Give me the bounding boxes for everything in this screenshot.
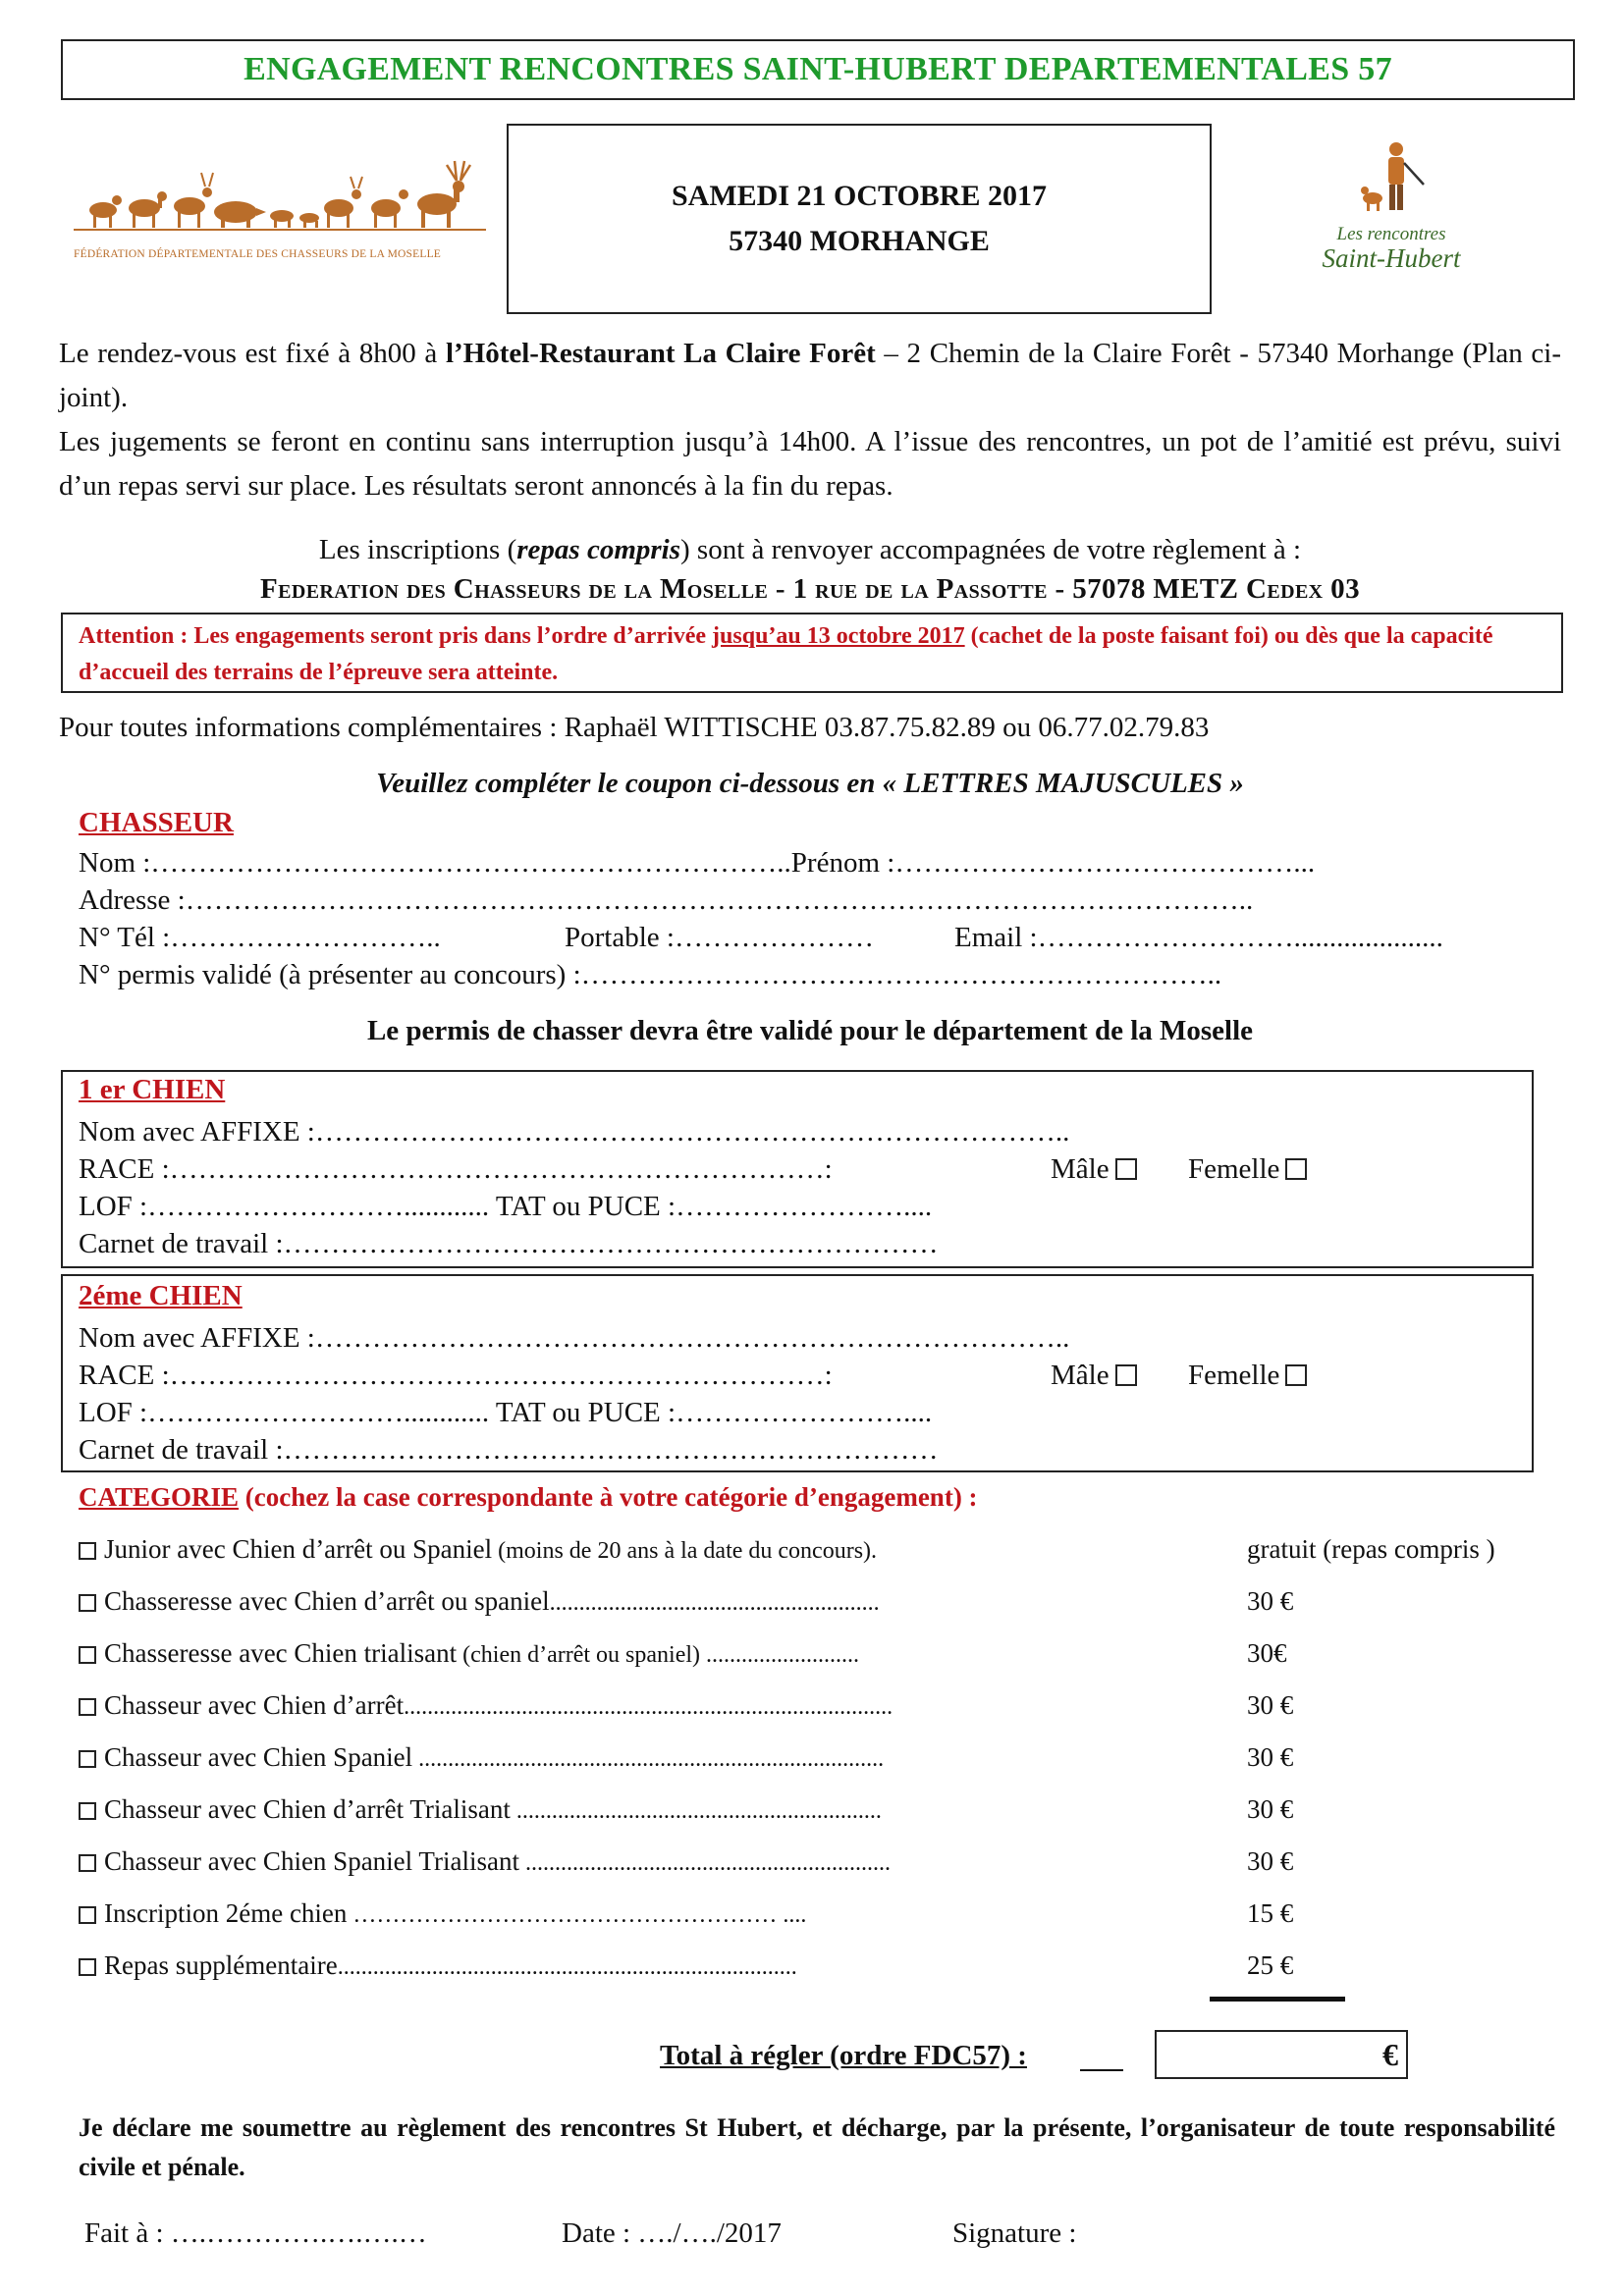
form-instruction: Veuillez compléter le coupon ci-dessous en « LETTRES MAJUSCULES » — [376, 768, 1244, 799]
dog2-femelle-option[interactable] — [1188, 1357, 1307, 1394]
dog2-nom-field[interactable]: Nom avec AFFIXE :…………………………………………………………………….. — [79, 1322, 1070, 1354]
dog2-carnet-field[interactable]: Carnet de travail :…………………………………………………………… — [79, 1434, 939, 1466]
price-underline — [1210, 1997, 1345, 2002]
inscriptions-text — [59, 528, 1561, 572]
categorie-price: 25 € — [1247, 1950, 1294, 1980]
categorie-heading: CATEGORIE — [79, 1482, 240, 1512]
inscriptions-a: Les inscriptions ( — [318, 534, 517, 565]
categorie-label: Chasseur avec Chien d’arrêt — [104, 1690, 405, 1720]
categorie-checkbox[interactable] — [79, 1646, 96, 1664]
contact-info: Pour toutes informations complémentaires : Raphaël WITTISCHE 03.87.75.82.89 ou 06.77.02.79.83 — [59, 712, 1210, 743]
femelle-label: Femelle — [1188, 1360, 1280, 1391]
dog2-lof-field[interactable]: LOF :………………………............ TAT ou PUCE :…………………….... — [79, 1397, 933, 1428]
categorie-price: 30 € — [1247, 1794, 1294, 1824]
logo-text-line2: Saint-Hubert — [1322, 243, 1461, 273]
dog1-femelle-option[interactable] — [1188, 1150, 1307, 1188]
categorie-checkbox[interactable] — [79, 1750, 96, 1768]
deadline-date: jusqu’au 13 octobre 2017 — [712, 623, 965, 649]
categorie-label: Repas supplémentaire — [104, 1950, 338, 1980]
categorie-row[interactable] — [79, 1898, 806, 1929]
attention-text-c: (cachet de la poste faisant foi) ou dès que la capacité d’accueil des terrains de l’épreuve sera atteinte. — [79, 623, 1493, 685]
repas-compris: repas compris — [516, 534, 680, 565]
venue-name: l’Hôtel-Restaurant La Claire Forêt — [445, 338, 876, 369]
dog2-race-field[interactable]: RACE :……………………………………………………………: — [79, 1360, 833, 1391]
email-field[interactable]: Email :………………………..................... — [954, 922, 1443, 953]
categorie-label: Chasseresse avec Chien d’arrêt ou spaniel — [104, 1586, 550, 1616]
currency-symbol: € — [1382, 2036, 1398, 2072]
categorie-leader-dots: .............................................................................. — [337, 1954, 797, 1980]
portable-field[interactable]: Portable :………………… — [565, 922, 874, 953]
chasseur-heading: CHASSEUR — [79, 807, 234, 838]
permis-field[interactable]: N° permis validé (à présenter au concours) :………………………………………………………….. — [79, 959, 1222, 990]
intro-paragraph-1 — [59, 332, 1561, 420]
saint-hubert-logo — [1288, 137, 1494, 275]
categorie-subtitle: (cochez la case correspondante à votre catégorie d’engagement) : — [239, 1482, 978, 1512]
date-field[interactable]: Date : …./…./2017 — [562, 2217, 782, 2249]
categorie-label: Chasseur avec Chien Spaniel Trialisant — [104, 1846, 519, 1876]
femelle-checkbox[interactable] — [1285, 1158, 1307, 1180]
categorie-row[interactable] — [79, 1586, 880, 1617]
intro-paragraph-2: Les jugements se feront en continu sans interruption jusqu’à 14h00. A l’issue des rencontres, un pot de l’amitié est prévu, suivi d’un repas servi sur place. Les résultats seront annoncés à la fin du repas. — [59, 426, 1561, 502]
permis-note: Le permis de chasser devra être validé pour le département de la Moselle — [366, 1015, 1254, 1046]
dog1-male-option[interactable] — [1051, 1150, 1137, 1188]
categorie-checkbox[interactable] — [79, 1542, 96, 1560]
dog1-carnet-field[interactable]: Carnet de travail :…………………………………………………………… — [79, 1228, 939, 1259]
male-checkbox[interactable] — [1115, 1364, 1137, 1386]
nom-prenom-field[interactable]: Nom :…………………………………………………………..Prénom :……………………………………... — [79, 847, 1316, 879]
federation-logo-caption: FÉDÉRATION DÉPARTEMENTALE DES CHASSEURS DE LA MOSELLE — [74, 248, 442, 260]
categorie-price: 30€ — [1247, 1638, 1287, 1668]
categorie-checkbox[interactable] — [79, 1802, 96, 1820]
femelle-checkbox[interactable] — [1285, 1364, 1307, 1386]
logo-text-line1: Les rencontres — [1336, 224, 1446, 244]
intro-text: Le rendez-vous est fixé à 8h00 à — [59, 338, 446, 369]
categorie-leader-dots: .......................... — [700, 1642, 860, 1668]
categorie-price: 30 € — [1247, 1742, 1294, 1772]
federation-logo — [74, 159, 486, 267]
fait-a-field[interactable]: Fait à : ….………….….….… — [84, 2217, 427, 2249]
declaration: Je déclare me soumettre au règlement des rencontres St Hubert, et décharge, par la présente, l’organisateur de toute responsabilité civile et pénale. — [79, 2113, 1555, 2181]
event-date: SAMEDI 21 OCTOBRE 2017 — [671, 180, 1047, 212]
categorie-leader-dots: ……………………………………………… .... — [347, 1902, 807, 1928]
categorie-label: Chasseur avec Chien d’arrêt Trialisant — [104, 1794, 511, 1824]
dog2-heading: 2éme CHIEN — [79, 1280, 243, 1311]
male-label: Mâle — [1051, 1153, 1110, 1185]
page-title: ENGAGEMENT RENCONTRES SAINT-HUBERT DEPARTEMENTALES 57 — [61, 39, 1575, 100]
categorie-checkbox[interactable] — [79, 1698, 96, 1716]
categorie-price: gratuit (repas compris ) — [1247, 1534, 1495, 1564]
categorie-leader-dots: ................................................................................... — [404, 1694, 893, 1720]
femelle-label: Femelle — [1188, 1153, 1280, 1185]
categorie-row[interactable] — [79, 1638, 859, 1669]
categorie-label: Chasseur avec Chien Spaniel — [104, 1742, 413, 1772]
event-info-box — [507, 124, 1212, 314]
categorie-leader-dots: ............................................................................... — [412, 1746, 885, 1772]
categorie-row[interactable] — [79, 1690, 893, 1721]
categorie-price: 15 € — [1247, 1898, 1294, 1928]
categorie-leader-dots: .............................................................. — [510, 1798, 882, 1824]
dog1-nom-field[interactable]: Nom avec AFFIXE :…………………………………………………………………….. — [79, 1116, 1070, 1148]
categorie-leader-dots: ........................................................ — [549, 1590, 880, 1616]
venue-address: – 2 Chemin de la Claire Forêt - 57340 Morhange (Plan ci-joint). — [59, 338, 1561, 413]
categorie-checkbox[interactable] — [79, 1594, 96, 1612]
categorie-label: Junior avec Chien d’arrêt ou Spaniel — [104, 1534, 493, 1564]
male-checkbox[interactable] — [1115, 1158, 1137, 1180]
categorie-price: 30 € — [1247, 1586, 1294, 1616]
dog1-race-field[interactable]: RACE :……………………………………………………………: — [79, 1153, 833, 1185]
categorie-price: 30 € — [1247, 1846, 1294, 1876]
hunter-with-dog-icon — [1288, 137, 1494, 216]
total-amount-field[interactable] — [1155, 2030, 1408, 2079]
categorie-checkbox[interactable] — [79, 1906, 96, 1924]
total-label: Total à régler (ordre FDC57) : — [660, 2040, 1027, 2071]
animals-silhouette-icon — [74, 159, 486, 238]
attention-text-a: Attention : Les engagements seront pris dans l’ordre d’arrivée — [79, 623, 713, 649]
categorie-row[interactable] — [79, 1794, 882, 1825]
tel-field[interactable]: N° Tél :……………………….. — [79, 922, 441, 953]
categorie-heading-row — [79, 1482, 978, 1513]
categorie-row[interactable] — [79, 1534, 877, 1565]
categorie-note: (chien d’arrêt ou spaniel) — [457, 1642, 701, 1668]
signature-field[interactable]: Signature : — [952, 2217, 1077, 2249]
categorie-label: Inscription 2éme chien — [104, 1898, 348, 1928]
dog2-male-option[interactable] — [1051, 1357, 1137, 1394]
event-place: 57340 MORHANGE — [729, 225, 990, 257]
federation-address: Federation des Chasseurs de la Moselle - 1 rue de la Passotte - 57078 METZ Cedex 03 — [260, 573, 1360, 605]
categorie-row[interactable] — [79, 1950, 797, 1981]
categorie-checkbox[interactable] — [79, 1854, 96, 1872]
categorie-checkbox[interactable] — [79, 1958, 96, 1976]
categorie-row[interactable] — [79, 1742, 884, 1773]
categorie-note: (moins de 20 ans à la date du concours). — [492, 1538, 878, 1564]
categorie-leader-dots: .............................................................. — [518, 1850, 891, 1876]
categorie-price: 30 € — [1247, 1690, 1294, 1720]
categorie-row[interactable] — [79, 1846, 891, 1877]
total-label-underline — [1080, 2069, 1123, 2071]
dog1-lof-field[interactable]: LOF :………………………............ TAT ou PUCE :…………………….... — [79, 1191, 933, 1222]
male-label: Mâle — [1051, 1360, 1110, 1391]
inscriptions-c: ) sont à renvoyer accompagnées de votre règlement à : — [680, 534, 1302, 565]
categorie-label: Chasseresse avec Chien trialisant — [104, 1638, 458, 1668]
adresse-field[interactable]: Adresse :………………………………………………………………………………………………….. — [79, 884, 1254, 916]
attention-box — [61, 613, 1563, 693]
dog1-heading: 1 er CHIEN — [79, 1074, 226, 1105]
